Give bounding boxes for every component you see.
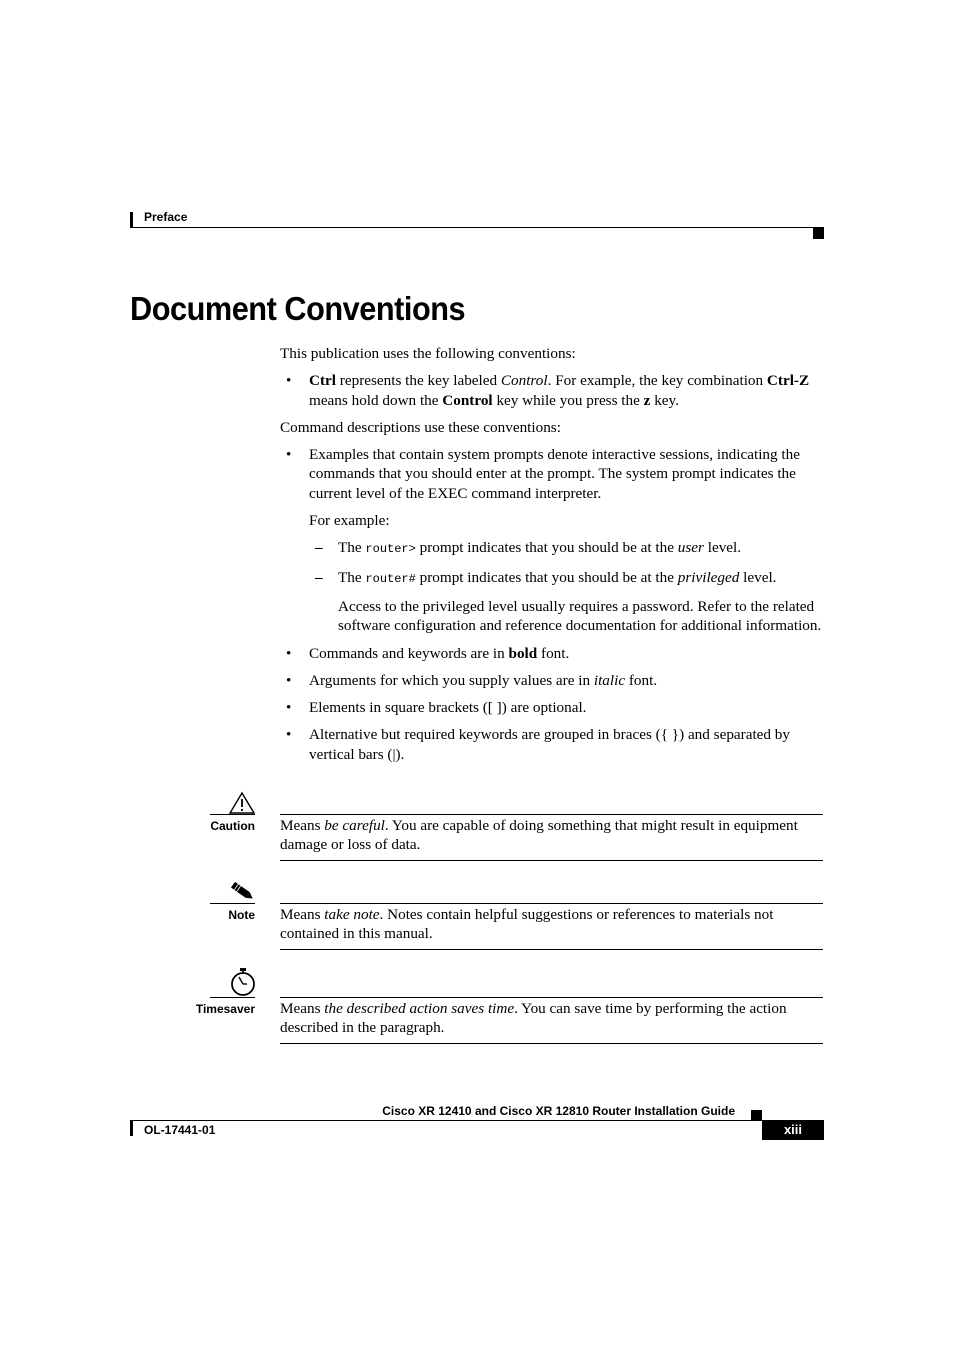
text: key while you press the [492,391,644,409]
list-item [280,725,825,764]
italic-text: italic [593,671,626,689]
italic-text: be careful [324,817,385,834]
dash-mark: – [315,568,323,586]
text: level. [703,539,742,557]
text: The [338,568,366,586]
text: Examples that contain system prompts denote interactive sessions, indicating the commands that you should enter at the prompt. The system prompt indicates the current level of the EXEC command interpreter. [309,446,800,502]
text: font. [537,644,570,662]
text: Commands and keywords are in [309,644,509,662]
text: prompt indicates that you should be at the [415,539,678,557]
guide-title: Cisco XR 12410 and Cisco XR 12810 Router Installation Guide [382,1104,735,1118]
icon-rule [210,997,255,998]
dash-item [280,538,825,559]
header-square [813,228,824,239]
bullet-mark: • [286,446,292,464]
text: means hold down the [309,391,443,409]
text: The [338,539,366,557]
timesaver-label: Timesaver [195,1002,255,1016]
notice-bottom-rule [280,949,823,950]
bullet-mark: • [286,671,292,689]
icon-rule [210,903,255,904]
icon-rule [210,814,255,815]
list-item [280,698,825,717]
code-text: router> [365,542,416,557]
doc-number: OL-17441-01 [144,1123,216,1137]
bold-text: Ctrl [309,372,336,390]
bold-text: Ctrl-Z [766,372,810,390]
pencil-icon [228,879,256,903]
for-example-text: For example: [309,512,390,530]
list-item [280,371,825,410]
notice-bottom-rule [280,860,823,861]
footer-bar [130,1120,133,1136]
bold-text: bold [508,644,538,662]
bullet-mark: • [286,699,292,717]
warning-triangle-icon [228,791,256,815]
text: . You can save time by performing the action described in the paragraph. [280,1000,787,1037]
text: prompt indicates that you should be at the [415,568,678,586]
timesaver-text [280,999,823,1038]
caution-text [280,816,823,855]
footer-rule [130,1120,824,1121]
bullet-mark: • [286,372,292,390]
list-item [280,445,825,503]
code-text: router# [365,571,416,586]
note-text [280,905,823,944]
text: Elements in square brackets ([ ]) are optional. [309,699,587,717]
list-item [280,644,825,663]
dash-item [280,568,825,589]
text: Arguments for which you supply values are in [309,671,594,689]
stopwatch-icon [229,967,257,997]
text: level. [739,568,777,586]
list-item [280,671,825,690]
section-label: Preface [144,210,188,224]
text: Means [280,817,325,834]
command-intro: Command descriptions use these conventions: [280,418,561,436]
header-rule [130,227,824,228]
header-bar [130,212,133,228]
bullet-mark: • [286,644,292,662]
notice-top-rule [280,903,823,904]
bold-text: Control [442,391,493,409]
caution-label: Caution [210,819,255,833]
notice-bottom-rule [280,1043,823,1044]
body-content [280,344,825,764]
text: Alternative but required keywords are grouped in braces ({ }) and separated by vertical bars (|). [309,726,790,763]
bold-text: z [643,391,651,409]
note-label: Note [228,908,255,922]
text: key. [650,391,679,409]
text: Means [280,906,325,923]
notice-top-rule [280,997,823,998]
text: . You are capable of doing something that might result in equipment damage or loss of data. [280,817,798,854]
text: font. [625,671,658,689]
italic-text: user [677,539,704,557]
page-title: Document Conventions [130,290,466,327]
text: Means [280,1000,325,1017]
privileged-note: Access to the privileged level usually requires a password. Refer to the related software configuration and reference documentation for additional information. [338,597,822,635]
text: . Notes contain helpful suggestions or references to materials not contained in this manual. [280,906,774,943]
text: . For example, the key combination [547,372,767,390]
dash-mark: – [315,539,323,557]
notice-top-rule [280,814,823,815]
footer-square [751,1110,762,1120]
bullet-mark: • [286,726,292,744]
italic-text: the described action saves time [324,1000,515,1017]
intro-text: This publication uses the following conventions: [280,345,576,362]
italic-text: take note [324,906,380,923]
page-number: xiii [762,1120,824,1140]
italic-text: Control [500,372,548,390]
text: represents the key labeled [336,372,501,390]
italic-text: privileged [677,568,740,586]
